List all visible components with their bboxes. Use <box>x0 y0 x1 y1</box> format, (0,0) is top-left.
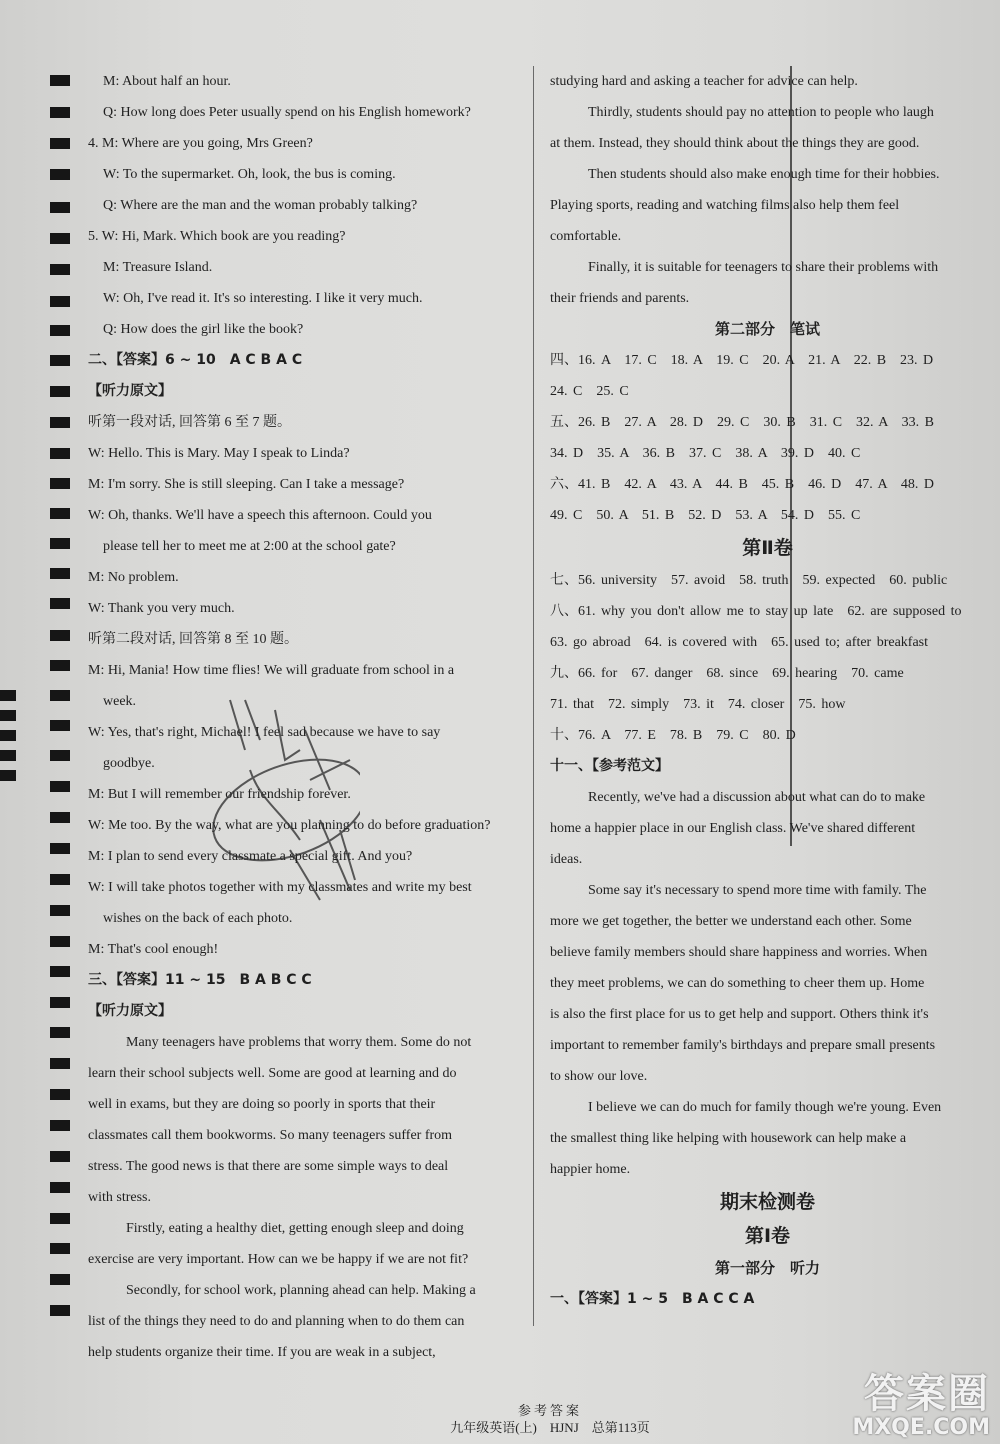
binding-mark <box>50 233 70 244</box>
binding-mark <box>50 812 70 823</box>
text-line: list of the things they need to do and planning when to do them can <box>88 1314 465 1329</box>
text-line: 第二部分 笔试 <box>714 320 820 338</box>
text-line: 63. go abroad 64. is covered with 65. used to; after breakfast <box>550 635 929 650</box>
binding-mark <box>50 538 70 549</box>
text-line: 34. D 35. A 36. B 37. C 38. A 39. D 40. C <box>550 446 861 461</box>
binding-mark <box>50 1120 70 1131</box>
text-line: Firstly, eating a healthy diet, getting enough sleep and doing <box>126 1221 464 1236</box>
text-line: M: That's cool enough! <box>88 942 219 957</box>
binding-mark <box>0 770 16 781</box>
text-line: 三、【答案】11 ~ 15 B A B C C <box>88 972 312 988</box>
text-line: the smallest thing like helping with housework can help make a <box>550 1131 907 1146</box>
binding-mark <box>50 386 70 397</box>
text-line: W: I will take photos together with my classmates and write my best <box>88 880 472 895</box>
right-column <box>550 66 985 1315</box>
text-line: M: Treasure Island. <box>103 260 213 275</box>
text-line: 九、66. for 67. danger 68. since 69. hearing 70. came <box>550 666 904 681</box>
binding-mark <box>50 138 70 149</box>
text-line: M: No problem. <box>88 570 179 585</box>
binding-mark <box>50 264 70 275</box>
text-line: W: Oh, I've read it. It's so interesting. I like it very much. <box>103 291 423 306</box>
binding-mark <box>50 1274 70 1285</box>
binding-mark <box>50 936 70 947</box>
binding-mark <box>50 1027 70 1038</box>
binding-mark <box>50 966 70 977</box>
text-line: Thirdly, students should pay no attention to people who laugh <box>588 105 934 120</box>
text-line: 第一部分 听力 <box>714 1259 820 1277</box>
text-line: 八、61. why you don't allow me to stay up late 62. are supposed to <box>550 604 962 619</box>
text-line: 听第二段对话, 回答第 8 至 10 题。 <box>88 632 298 647</box>
text-line: their friends and parents. <box>550 291 690 306</box>
binding-mark <box>50 1058 70 1069</box>
text-line: 第Ⅱ卷 <box>742 537 793 559</box>
text-line: M: I'm sorry. She is still sleeping. Can I take a message? <box>88 477 405 492</box>
binding-mark <box>50 1182 70 1193</box>
text-line: 49. C 50. A 51. B 52. D 53. A 54. D 55. C <box>550 508 861 523</box>
text-line: 四、16. A 17. C 18. A 19. C 20. A 21. A 22. B 23. D <box>550 353 934 368</box>
text-line: Secondly, for school work, planning ahead can help. Making a <box>126 1283 476 1298</box>
text-line: happier home. <box>550 1162 631 1177</box>
watermark-url: MXQE.COM <box>852 1415 990 1440</box>
text-line: I believe we can do much for family though we're young. Even <box>588 1100 942 1115</box>
binding-mark <box>50 630 70 641</box>
text-line: M: I plan to send every classmate a special gift. And you? <box>88 849 413 864</box>
binding-mark <box>50 905 70 916</box>
text-line: 十、76. A 77. E 78. B 79. C 80. D <box>550 728 796 743</box>
binding-mark <box>50 169 70 180</box>
binding-mark <box>50 508 70 519</box>
binding-mark <box>50 874 70 885</box>
binding-mark <box>50 1151 70 1162</box>
binding-mark <box>0 690 16 701</box>
binding-mark <box>50 1243 70 1254</box>
text-line: learn their school subjects well. Some are good at learning and do <box>88 1066 457 1081</box>
binding-mark <box>0 710 16 721</box>
text-line: they meet problems, we can do something to cheer them up. Home <box>550 976 925 991</box>
text-line: Playing sports, reading and watching films also help them feel <box>550 198 900 213</box>
text-line: 十一、【参考范文】 <box>550 758 669 774</box>
text-line: exercise are very important. How can we be happy if we are not fit? <box>88 1252 469 1267</box>
footer-title: 参考答案 <box>517 1404 582 1419</box>
text-line: Q: How long does Peter usually spend on his English homework? <box>103 105 471 120</box>
text-line: 【听力原文】 <box>88 383 172 399</box>
text-line: more we get together, the better we understand each other. Some <box>550 914 912 929</box>
binding-mark <box>0 730 16 741</box>
binding-mark <box>50 107 70 118</box>
text-line: 七、56. university 57. avoid 58. truth 59. expected 60. public <box>550 573 948 588</box>
binding-mark <box>50 1089 70 1100</box>
binding-mark <box>50 660 70 671</box>
binding-mark <box>50 690 70 701</box>
binding-marks <box>0 0 40 1444</box>
binding-mark <box>50 997 70 1008</box>
text-line: 期末检测卷 <box>719 1191 815 1213</box>
text-line: Some say it's necessary to spend more time with family. The <box>588 883 927 898</box>
text-line: week. <box>103 694 137 709</box>
binding-mark <box>50 202 70 213</box>
text-line: M: About half an hour. <box>103 74 231 89</box>
binding-mark <box>50 417 70 428</box>
binding-mark <box>50 568 70 579</box>
column-divider <box>533 66 534 1326</box>
binding-mark <box>50 1213 70 1224</box>
text-line: to show our love. <box>550 1069 648 1084</box>
text-line: with stress. <box>88 1190 151 1205</box>
text-line: home a happier place in our English class. We've shared different <box>550 821 916 836</box>
binding-mark <box>0 750 16 761</box>
text-line: 六、41. B 42. A 43. A 44. B 45. B 46. D 47. A 48. D <box>550 477 934 492</box>
text-line: M: But I will remember our friendship forever. <box>88 787 351 802</box>
watermark-logo-text: 答案圈 <box>864 1371 990 1417</box>
binding-mark <box>50 478 70 489</box>
footer-page-info: 九年级英语(上) HJNJ 总第113页 <box>450 1420 650 1435</box>
site-watermark <box>812 1360 1000 1444</box>
text-line: W: Hello. This is Mary. May I speak to Linda? <box>88 446 350 461</box>
binding-mark <box>50 355 70 366</box>
text-line: is also the first place for us to get help and support. Others think it's <box>550 1007 929 1022</box>
binding-mark <box>50 296 70 307</box>
text-line: 71. that 72. simply 73. it 74. closer 75. how <box>550 697 846 712</box>
text-line: at them. Instead, they should think about the things they are good. <box>550 136 920 151</box>
binding-mark <box>50 598 70 609</box>
binding-mark <box>50 750 70 761</box>
text-line: please tell her to meet me at 2:00 at the school gate? <box>103 539 396 554</box>
text-line: Many teenagers have problems that worry them. Some do not <box>126 1035 472 1050</box>
text-line: stress. The good news is that there are some simple ways to deal <box>88 1159 449 1174</box>
text-line: Then students should also make enough time for their hobbies. <box>588 167 940 182</box>
binding-mark <box>50 325 70 336</box>
handwritten-stamp <box>190 690 360 920</box>
text-line: 第Ⅰ卷 <box>744 1225 791 1247</box>
text-line: 【听力原文】 <box>88 1003 172 1019</box>
text-line: important to remember family's birthdays and prepare small presents <box>550 1038 936 1053</box>
text-line: 二、【答案】6 ~ 10 A C B A C <box>88 352 303 368</box>
binding-mark <box>50 448 70 459</box>
text-line: help students organize their time. If you are weak in a subject, <box>88 1345 436 1360</box>
text-line: studying hard and asking a teacher for advice can help. <box>550 74 858 89</box>
binding-mark <box>50 720 70 731</box>
text-line: ideas. <box>550 852 583 867</box>
text-line: Finally, it is suitable for teenagers to share their problems with <box>588 260 939 275</box>
text-line: W: Oh, thanks. We'll have a speech this afternoon. Could you <box>88 508 432 523</box>
text-line: Recently, we've had a discussion about what can do to make <box>588 790 926 805</box>
binding-mark <box>50 781 70 792</box>
text-line: 一、【答案】1 ~ 5 B A C C A <box>550 1291 755 1307</box>
binding-mark <box>50 1305 70 1316</box>
text-line: W: To the supermarket. Oh, look, the bus is coming. <box>103 167 396 182</box>
text-line: goodbye. <box>103 756 155 771</box>
text-line: comfortable. <box>550 229 622 244</box>
text-line: W: Thank you very much. <box>88 601 235 616</box>
text-line: Q: How does the girl like the book? <box>103 322 304 337</box>
text-line: 听第一段对话, 回答第 6 至 7 题。 <box>88 415 291 430</box>
text-line: 24. C 25. C <box>550 384 629 399</box>
text-line: 五、26. B 27. A 28. D 29. C 30. B 31. C 32. A 33. B <box>550 415 934 430</box>
page-footer <box>420 1404 680 1436</box>
binding-mark <box>50 75 70 86</box>
text-line: Q: Where are the man and the woman probably talking? <box>103 198 418 213</box>
text-line: M: Hi, Mania! How time flies! We will graduate from school in a <box>88 663 455 678</box>
text-line: 5. W: Hi, Mark. Which book are you reading? <box>88 229 346 244</box>
text-line: 4. M: Where are you going, Mrs Green? <box>88 136 313 151</box>
text-line: classmates call them bookworms. So many teenagers suffer from <box>88 1128 453 1143</box>
text-line: well in exams, but they are doing so poorly in sports that their <box>88 1097 436 1112</box>
text-line: W: Me too. By the way, what are you planning to do before graduation? <box>88 818 491 833</box>
text-line: W: Yes, that's right, Michael! I feel sad because we have to say <box>88 725 441 740</box>
text-line: believe family members should share happiness and worries. When <box>550 945 928 960</box>
binding-mark <box>50 843 70 854</box>
text-line: wishes on the back of each photo. <box>103 911 293 926</box>
